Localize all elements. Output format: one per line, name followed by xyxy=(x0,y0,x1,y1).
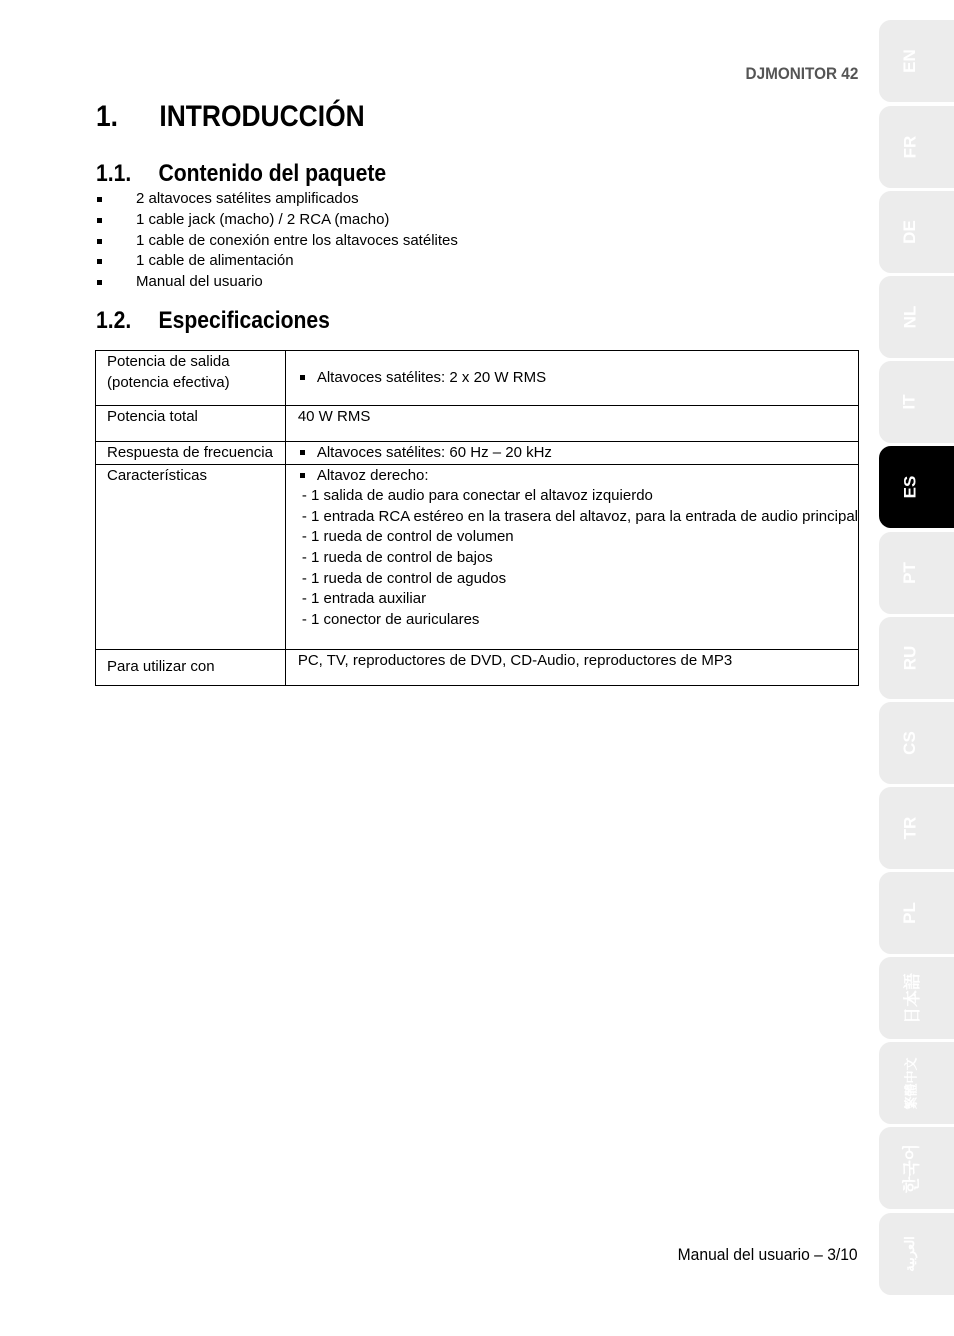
subsection-number: 1.1. xyxy=(96,160,132,187)
language-tab-tr[interactable] xyxy=(879,787,954,869)
table-cell-label: Potencia total xyxy=(96,406,286,442)
specifications-table xyxy=(95,350,859,686)
language-tab-pl[interactable] xyxy=(879,872,954,954)
language-tab-ar[interactable] xyxy=(879,1213,954,1295)
language-tab-label: ES xyxy=(900,475,919,499)
language-tab-label: DE xyxy=(900,220,919,244)
subsection-heading-contenido xyxy=(96,160,386,188)
table-row xyxy=(96,442,859,465)
language-tab-label: PL xyxy=(899,902,919,924)
language-tab-es[interactable] xyxy=(879,446,954,528)
table-cell-value: PC, TV, reproductores de DVD, CD-Audio, reproductores de MP3 xyxy=(285,649,858,685)
feature-item: - 1 rueda de control de agudos xyxy=(301,569,507,587)
table-cell-label xyxy=(96,351,286,406)
feature-item: - 1 salida de audio para conectar el altavoz izquierdo xyxy=(301,487,653,505)
bullet-item: Altavoces satélites: 60 Hz – 20 kHz xyxy=(298,443,858,464)
language-tab-ja[interactable] xyxy=(879,957,954,1039)
table-row xyxy=(96,649,859,685)
list-item: 1 cable de conexión entre los altavoces satélites xyxy=(96,231,458,252)
feature-item: - 1 entrada auxiliar xyxy=(301,590,427,608)
feature-item: - 1 rueda de control de volumen xyxy=(301,528,514,546)
product-name: DJMONITOR 42 xyxy=(745,64,858,83)
cell-text: Potencia de salida xyxy=(107,353,230,370)
table-cell-value xyxy=(285,442,858,465)
table-cell-label: Para utilizar con xyxy=(96,649,286,685)
list-item: 1 cable de alimentación xyxy=(96,251,458,272)
table-row xyxy=(96,351,859,406)
language-tab-zh[interactable] xyxy=(879,1042,954,1124)
cell-text: (potencia efectiva) xyxy=(107,373,230,391)
section-heading-introduccion xyxy=(96,100,365,134)
language-tab-label: FR xyxy=(899,135,919,159)
language-tab-label: RU xyxy=(900,645,919,671)
language-tab-label: 日本語 xyxy=(902,972,922,1024)
list-item: 2 altavoces satélites amplificados xyxy=(96,189,458,210)
language-tab-label: CS xyxy=(900,731,919,755)
language-tab-de[interactable] xyxy=(879,191,954,273)
language-tab-label: 繁體中文 xyxy=(903,1056,919,1110)
list-item: Manual del usuario xyxy=(96,272,458,293)
language-tab-label: EN xyxy=(900,49,919,73)
table-row xyxy=(96,464,859,649)
language-tab-pt[interactable] xyxy=(879,532,954,614)
language-tab-ru[interactable] xyxy=(879,617,954,699)
language-tab-ko[interactable] xyxy=(879,1127,954,1209)
feature-item: - 1 rueda de control de bajos xyxy=(301,548,493,566)
language-tab-it[interactable] xyxy=(879,361,954,443)
section-title: INTRODUCCIÓN xyxy=(159,100,365,133)
subsection-heading-especificaciones xyxy=(96,307,330,335)
language-tab-label: PT xyxy=(899,562,919,584)
section-number: 1. xyxy=(96,100,119,133)
table-cell-value xyxy=(285,464,858,649)
feature-item: - 1 conector de auriculares xyxy=(301,610,480,628)
language-tab-en[interactable] xyxy=(879,20,954,102)
table-cell-value: 40 W RMS xyxy=(285,406,858,442)
table-cell-value xyxy=(285,351,858,406)
subsection-title: Contenido del paquete xyxy=(158,160,387,187)
subsection-title: Especificaciones xyxy=(158,307,330,334)
language-tab-nl[interactable] xyxy=(879,276,954,358)
language-tab-label: العربية xyxy=(902,1236,917,1272)
list-item: 1 cable jack (macho) / 2 RCA (macho) xyxy=(96,210,458,231)
language-tab-label: TR xyxy=(899,816,919,840)
language-tab-label: NL xyxy=(899,305,919,329)
package-contents-list xyxy=(96,189,458,293)
language-tab-fr[interactable] xyxy=(879,106,954,188)
table-cell-label: Respuesta de frecuencia xyxy=(96,442,286,465)
language-tab-label: 한국어 xyxy=(902,1143,922,1193)
table-row xyxy=(96,406,859,442)
language-tab-label: IT xyxy=(899,394,919,410)
bullet-item: Altavoces satélites: 2 x 20 W RMS xyxy=(298,368,858,389)
page-footer: Manual del usuario – 3/10 xyxy=(678,1245,858,1264)
subsection-number: 1.2. xyxy=(96,307,132,334)
language-tab-cs[interactable] xyxy=(879,702,954,784)
bullet-item: Altavoz derecho: xyxy=(298,466,858,487)
table-cell-label: Características xyxy=(96,464,286,649)
feature-item: - 1 entrada RCA estéreo en la trasera del altavoz, para la entrada de audio principal xyxy=(301,507,858,525)
